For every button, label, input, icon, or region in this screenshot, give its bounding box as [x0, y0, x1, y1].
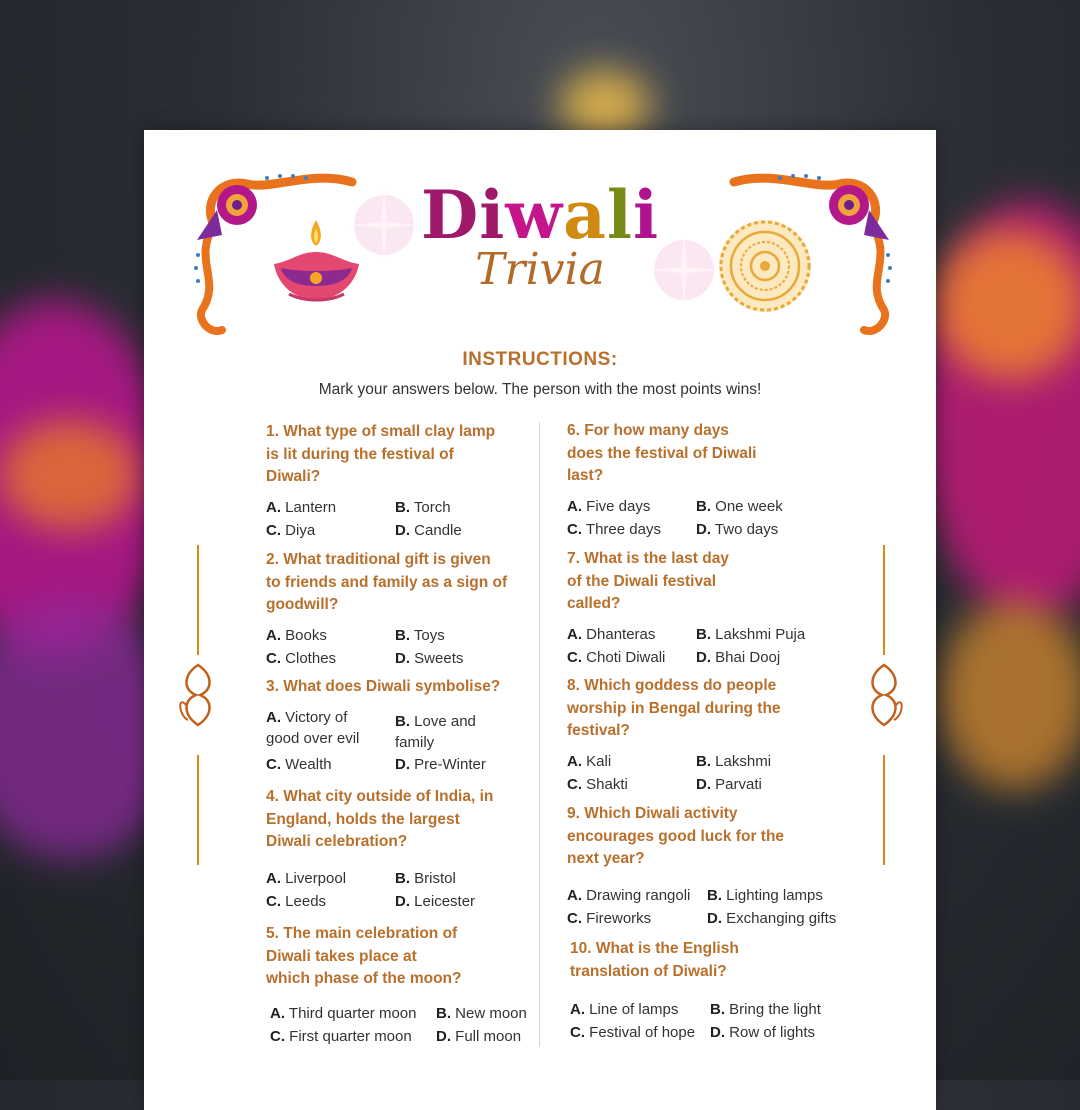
answer-option[interactable]: C. Diya: [266, 521, 316, 539]
answer-option[interactable]: C. Festival of hope: [570, 1024, 696, 1041]
question-10: [570, 938, 860, 1044]
background-glow-right: [935, 230, 1080, 380]
column-divider: [539, 422, 540, 1047]
answer-option[interactable]: D. Bhai Dooj: [696, 648, 781, 666]
question-text: 5. The main celebration of Diwali takes place at which phase of the moon?: [266, 925, 462, 987]
question-text: 6. For how many days does the festival of Diwali last?: [567, 422, 757, 484]
answer-option[interactable]: D. Full moon: [436, 1027, 522, 1045]
title-letter: w: [505, 176, 564, 254]
question-text: 1. What type of small clay lamp is lit during the festival of Diwali?: [266, 423, 496, 485]
answer-option[interactable]: C. Shakti: [567, 775, 628, 793]
answer-option[interactable]: B. Love and family: [395, 712, 476, 751]
question-8: [567, 675, 832, 796]
background-glow-right-low: [940, 600, 1080, 790]
answer-option[interactable]: B. One week: [696, 497, 783, 515]
answer-option[interactable]: A. Drawing rangoli: [567, 886, 691, 904]
answer-option[interactable]: A. Kali: [567, 752, 612, 770]
question-5: [266, 923, 536, 1048]
answer-option[interactable]: A. Line of lamps: [570, 1001, 679, 1018]
background-glow-left: [0, 420, 140, 530]
question-text: 7. What is the last day of the Diwali festival called?: [567, 550, 729, 612]
question-text: 8. Which goddess do people worship in Bengal during the festival?: [567, 677, 781, 739]
answer-option[interactable]: A. Liverpool: [266, 869, 347, 887]
answer-option[interactable]: A. Books: [266, 626, 327, 644]
trivia-sheet: [144, 130, 936, 1110]
answer-option[interactable]: C. Clothes: [266, 649, 337, 667]
answer-option[interactable]: B. Torch: [395, 498, 451, 516]
title-letter: i: [632, 176, 660, 254]
question-text: 9. Which Diwali activity encourages good luck for the next year?: [567, 805, 785, 867]
answer-option[interactable]: C. Choti Diwali: [567, 648, 666, 666]
question-9: [567, 803, 857, 930]
question-text: 10. What is the English translation of Diwali?: [570, 940, 739, 980]
answer-option[interactable]: C. Fireworks: [567, 909, 652, 927]
side-flourish-left-icon: [178, 545, 218, 865]
title-letter: l: [606, 176, 633, 254]
page-subtitle: Trivia: [475, 244, 605, 295]
title-letter: a: [563, 176, 607, 254]
answer-option[interactable]: A. Lantern: [266, 498, 337, 516]
side-flourish-right-icon: [864, 545, 904, 865]
answer-option[interactable]: B. Lakshmi: [696, 752, 772, 770]
question-text: 3. What does Diwali symbolise?: [266, 678, 501, 695]
title-letter: D: [420, 176, 480, 254]
question-1: [266, 421, 531, 542]
instructions-heading: INSTRUCTIONS:: [462, 349, 618, 370]
answer-option[interactable]: B. Lighting lamps: [707, 886, 823, 904]
answer-option[interactable]: D. Parvati: [696, 775, 762, 793]
instructions-text: Mark your answers below. The person with the most points wins!: [318, 381, 762, 398]
answer-option[interactable]: B. New moon: [436, 1004, 527, 1022]
question-2: [266, 549, 531, 670]
question-7: [567, 548, 832, 669]
answer-option[interactable]: D. Candle: [395, 521, 462, 539]
answer-option[interactable]: D. Row of lights: [710, 1024, 816, 1041]
answer-option[interactable]: A. Dhanteras: [567, 625, 656, 643]
answer-option[interactable]: A. Five days: [567, 497, 651, 515]
answer-option[interactable]: C. Wealth: [266, 755, 332, 773]
answer-option[interactable]: C. Leeds: [266, 892, 327, 910]
answer-option[interactable]: A. Third quarter moon: [270, 1004, 417, 1022]
answer-option[interactable]: D. Pre-Winter: [395, 755, 486, 773]
answer-option[interactable]: A. Victory of good over evil: [266, 708, 360, 747]
title-letter: i: [479, 176, 506, 254]
answer-option[interactable]: D. Sweets: [395, 649, 464, 667]
answer-option[interactable]: B. Toys: [395, 626, 445, 644]
question-4: [266, 786, 531, 913]
question-text: 2. What traditional gift is given to friends and family as a sign of goodwill?: [266, 551, 508, 613]
answer-option[interactable]: D. Two days: [696, 520, 779, 538]
page-title: [144, 176, 936, 254]
answer-option[interactable]: B. Bristol: [395, 869, 456, 887]
answer-option[interactable]: C. Three days: [567, 520, 661, 538]
answer-option[interactable]: D. Leicester: [395, 892, 476, 910]
answer-option[interactable]: B. Lakshmi Puja: [696, 625, 806, 643]
question-text: 4. What city outside of India, in England, holds the largest Diwali celebration?: [266, 788, 494, 850]
answer-option[interactable]: D. Exchanging gifts: [707, 909, 837, 927]
answer-option[interactable]: B. Bring the light: [710, 1001, 821, 1018]
answer-option[interactable]: C. First quarter moon: [270, 1027, 412, 1045]
question-6: [567, 420, 832, 541]
question-3: [266, 676, 531, 775]
